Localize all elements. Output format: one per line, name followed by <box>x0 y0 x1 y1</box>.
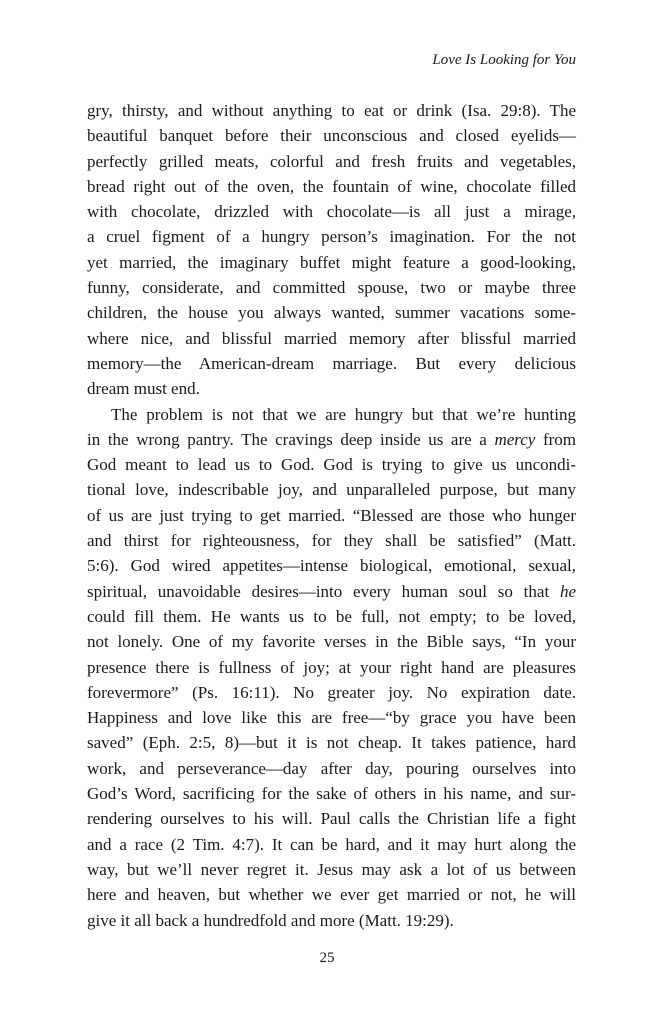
text-run: not lonely. One of my favorite verses in the Bible says, “In your <box>87 632 576 652</box>
text-line <box>87 806 576 831</box>
text-run: gry, thirsty, and without anything to eat or drink (Isa. 29:8). The <box>87 101 576 120</box>
text-run: could fill them. He wants us to be full, not empty; to be loved, <box>87 606 576 626</box>
emphasis: mercy <box>494 429 536 449</box>
text-line <box>87 705 576 730</box>
text-line <box>87 123 576 148</box>
page-number: 25 <box>319 950 335 966</box>
text-run: and a race (2 Tim. 4:7). It can be hard, and it may hurt along the <box>87 834 576 854</box>
text-line <box>87 604 576 629</box>
text-line <box>87 528 576 553</box>
text-line <box>87 832 576 857</box>
text-run: with chocolate, drizzled with chocolate—is all just a mirage, <box>87 202 576 222</box>
paragraph <box>87 402 576 933</box>
text-line <box>87 655 576 680</box>
text-run: where nice, and blissful married memory after blissful married <box>87 328 576 348</box>
text-run: spiritual, unavoidable desires—into every human soul so that <box>87 581 560 601</box>
text-line <box>87 351 576 376</box>
emphasis: he <box>559 581 576 601</box>
paragraph <box>87 98 576 402</box>
text-line <box>87 781 576 806</box>
text-line <box>87 730 576 755</box>
text-run: here and heaven, but whether we ever get married or not, he will <box>87 885 576 905</box>
text-line <box>87 427 576 452</box>
text-run: way, but we’ll never regret it. Jesus may ask a lot of us between <box>87 859 576 879</box>
text-line <box>87 98 576 123</box>
text-run: memory—the American-dream marriage. But every delicious <box>87 353 576 373</box>
text-run: rendering ourselves to his will. Paul calls the Christian life a fight <box>87 809 576 829</box>
text-line <box>87 629 576 654</box>
text-run: give it all back a hundredfold and more (Matt. 19:29). <box>87 910 454 930</box>
text-run: tional love, indescribable joy, and unparalleled purpose, but many <box>87 480 576 500</box>
text-run: children, the house you always wanted, summer vacations some- <box>87 303 576 323</box>
text-run: Happiness and love like this are free—“by grace you have been <box>87 708 576 728</box>
text-run: of us are just trying to get married. “Blessed are those who hunger <box>87 505 576 525</box>
text-run: 5:6). God wired appetites—intense biological, emotional, sexual, <box>87 556 576 576</box>
text-line <box>87 250 576 275</box>
text-line <box>87 402 576 427</box>
text-run: presence there is fullness of joy; at your right hand are pleasures <box>87 657 576 677</box>
text-line <box>87 275 576 300</box>
text-run: yet married, the imaginary buffet might feature a good-looking, <box>87 252 576 272</box>
text-line <box>87 908 576 933</box>
text-run: saved” (Eph. 2:5, 8)—but it is not cheap. It takes patience, hard <box>87 733 576 753</box>
text-run: from <box>535 429 576 449</box>
text-run: beautiful banquet before their unconscious and closed eyelids— <box>87 126 576 146</box>
text-run: God meant to lead us to God. God is trying to give us uncondi- <box>87 455 576 475</box>
running-head: Love Is Looking for You <box>432 52 576 68</box>
text-line <box>87 199 576 224</box>
text-line <box>87 857 576 882</box>
text-line <box>87 174 576 199</box>
text-line <box>87 326 576 351</box>
text-run: a cruel figment of a hungry person’s imagination. For the not <box>87 227 576 247</box>
text-run: dream must end. <box>87 379 200 399</box>
text-line <box>87 680 576 705</box>
text-run: The problem is not that we are hungry but that we’re hunting <box>111 404 576 424</box>
text-line <box>87 882 576 907</box>
text-line <box>87 756 576 781</box>
text-run: perfectly grilled meats, colorful and fresh fruits and vegetables, <box>87 151 576 171</box>
body-text <box>87 98 576 933</box>
text-line <box>87 553 576 578</box>
text-run: bread right out of the oven, the fountain of wine, chocolate filled <box>87 176 576 196</box>
text-run: work, and perseverance—day after day, pouring ourselves into <box>87 758 576 778</box>
text-line <box>87 224 576 249</box>
text-line <box>87 300 576 325</box>
text-run: forevermore” (Ps. 16:11). No greater joy. No expiration date. <box>87 682 576 702</box>
text-line <box>87 376 576 401</box>
text-line <box>87 477 576 502</box>
text-line <box>87 149 576 174</box>
text-line <box>87 452 576 477</box>
text-line <box>87 579 576 604</box>
text-line <box>87 503 576 528</box>
text-run: God’s Word, sacrificing for the sake of others in his name, and sur- <box>87 784 576 804</box>
text-run: in the wrong pantry. The cravings deep inside us are a <box>87 429 495 449</box>
text-run: and thirst for righteousness, for they shall be satisfied” (Matt. <box>87 531 576 551</box>
text-run: funny, considerate, and committed spouse, two or maybe three <box>87 278 576 298</box>
